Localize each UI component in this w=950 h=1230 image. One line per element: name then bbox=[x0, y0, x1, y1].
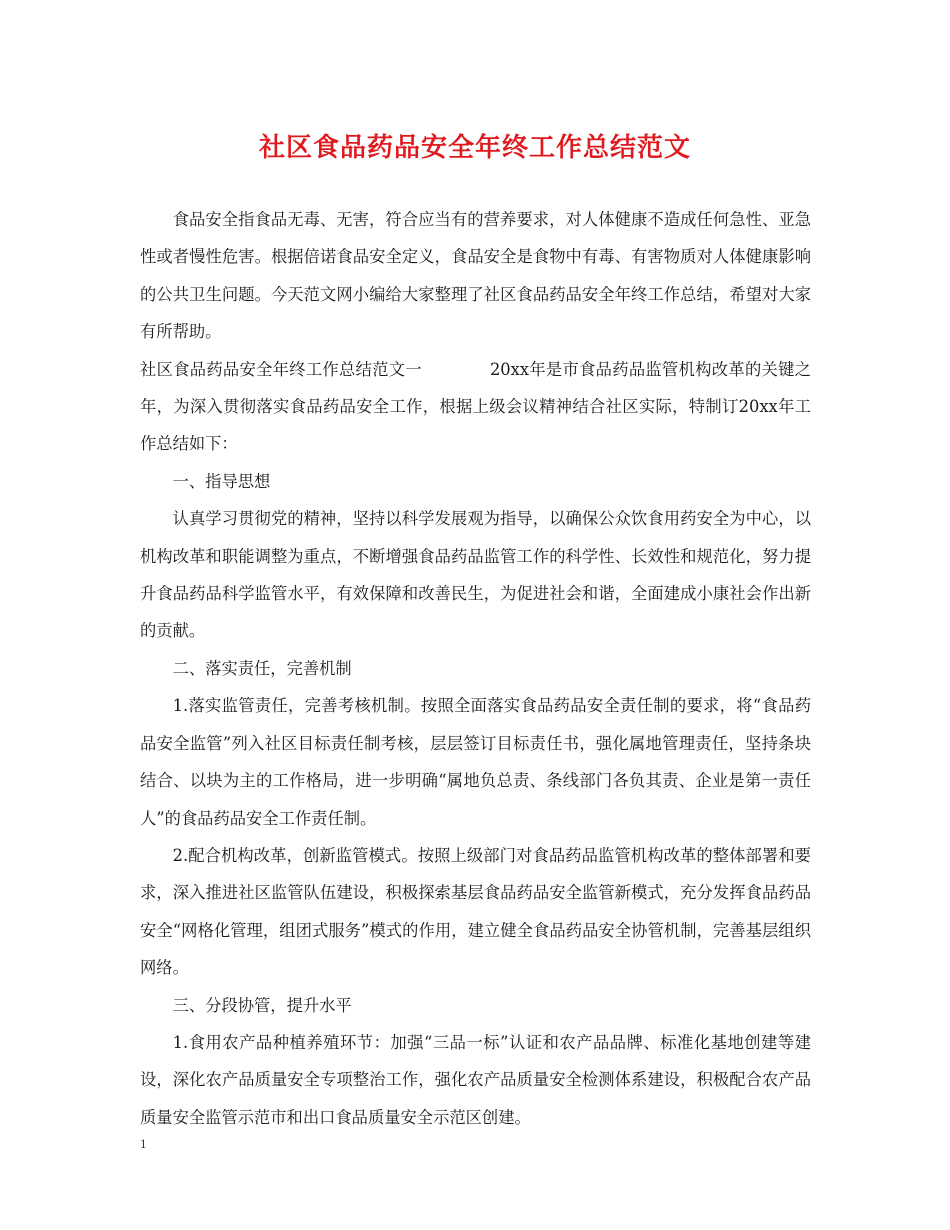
heading-coordination: 三、分段协管，提升水平 bbox=[172, 995, 352, 1015]
paragraph-responsibility-2: 2.配合机构改革，创新监管模式。按照上级部门对食品药品监管机构改革的整体部署和要求，深入推进社区监管队伍建设，积极探索基层食品药品安全监管新模式，充分发挥食品药品安全“网格化管理，组团式服务”模式的作用，建立健全食品药品安全协管机制，完善基层组织网络。 bbox=[140, 845, 811, 978]
section-one-label: 社区食品药品安全年终工作总结范文一 bbox=[140, 359, 422, 379]
intro-paragraph: 食品安全指食品无毒、无害，符合应当有的营养要求，对人体健康不造成任何急性、亚急性或者慢性危害。根据倍诺食品安全定义，食品安全是食物中有毒、有害物质对人体健康影响的公共卫生问题。今天范文网小编给大家整理了社区食品药品安全年终工作总结，希望对大家有所帮助。 bbox=[140, 210, 811, 342]
paragraph-guiding-ideology: 认真学习贯彻党的精神，坚持以科学发展观为指导，以确保公众饮食用药安全为中心，以机构改革和职能调整为重点，不断增强食品药品监管工作的科学性、长效性和规范化，努力提升食品药品科学监管水平，有效保障和改善民生，为促进社会和谐，全面建成小康社会作出新的贡献。 bbox=[140, 509, 811, 641]
document-title: 社区食品药品安全年终工作总结范文 bbox=[258, 133, 691, 163]
document-body bbox=[140, 201, 811, 1136]
paragraph-coordination-1: 1.食用农产品种植养殖环节：加强“三品一标”认证和农产品品牌、标准化基地创建等建设，深化农产品质量安全专项整治工作，强化农产品质量安全检测体系建设，积极配合农产品质量安全监管示范市和出口食品质量安全示范区创建。 bbox=[140, 1032, 811, 1127]
heading-guiding-ideology: 一、指导思想 bbox=[172, 471, 271, 491]
section-one-text: 20xx年是市食品药品监管机构改革的关键之年，为深入贯彻落实食品药品安全工作，根据上级会议精神结合社区实际，特制订20xx年工作总结如下： bbox=[140, 359, 811, 454]
paragraph-responsibility-1: 1.落实监管责任，完善考核机制。按照全面落实食品药品安全责任制的要求，将“食品药品安全监管”列入社区目标责任制考核，层层签订目标责任书，强化属地管理责任，坚持条块结合、以块为主的工作格局，进一步明确“属地负总责、条线部门各负其责、企业是第一责任人”的食品药品安全工作责任制。 bbox=[140, 696, 811, 828]
section-one-paragraph bbox=[140, 351, 811, 463]
heading-responsibility: 二、落实责任，完善机制 bbox=[172, 658, 352, 678]
page-number: 1 bbox=[140, 1136, 147, 1151]
